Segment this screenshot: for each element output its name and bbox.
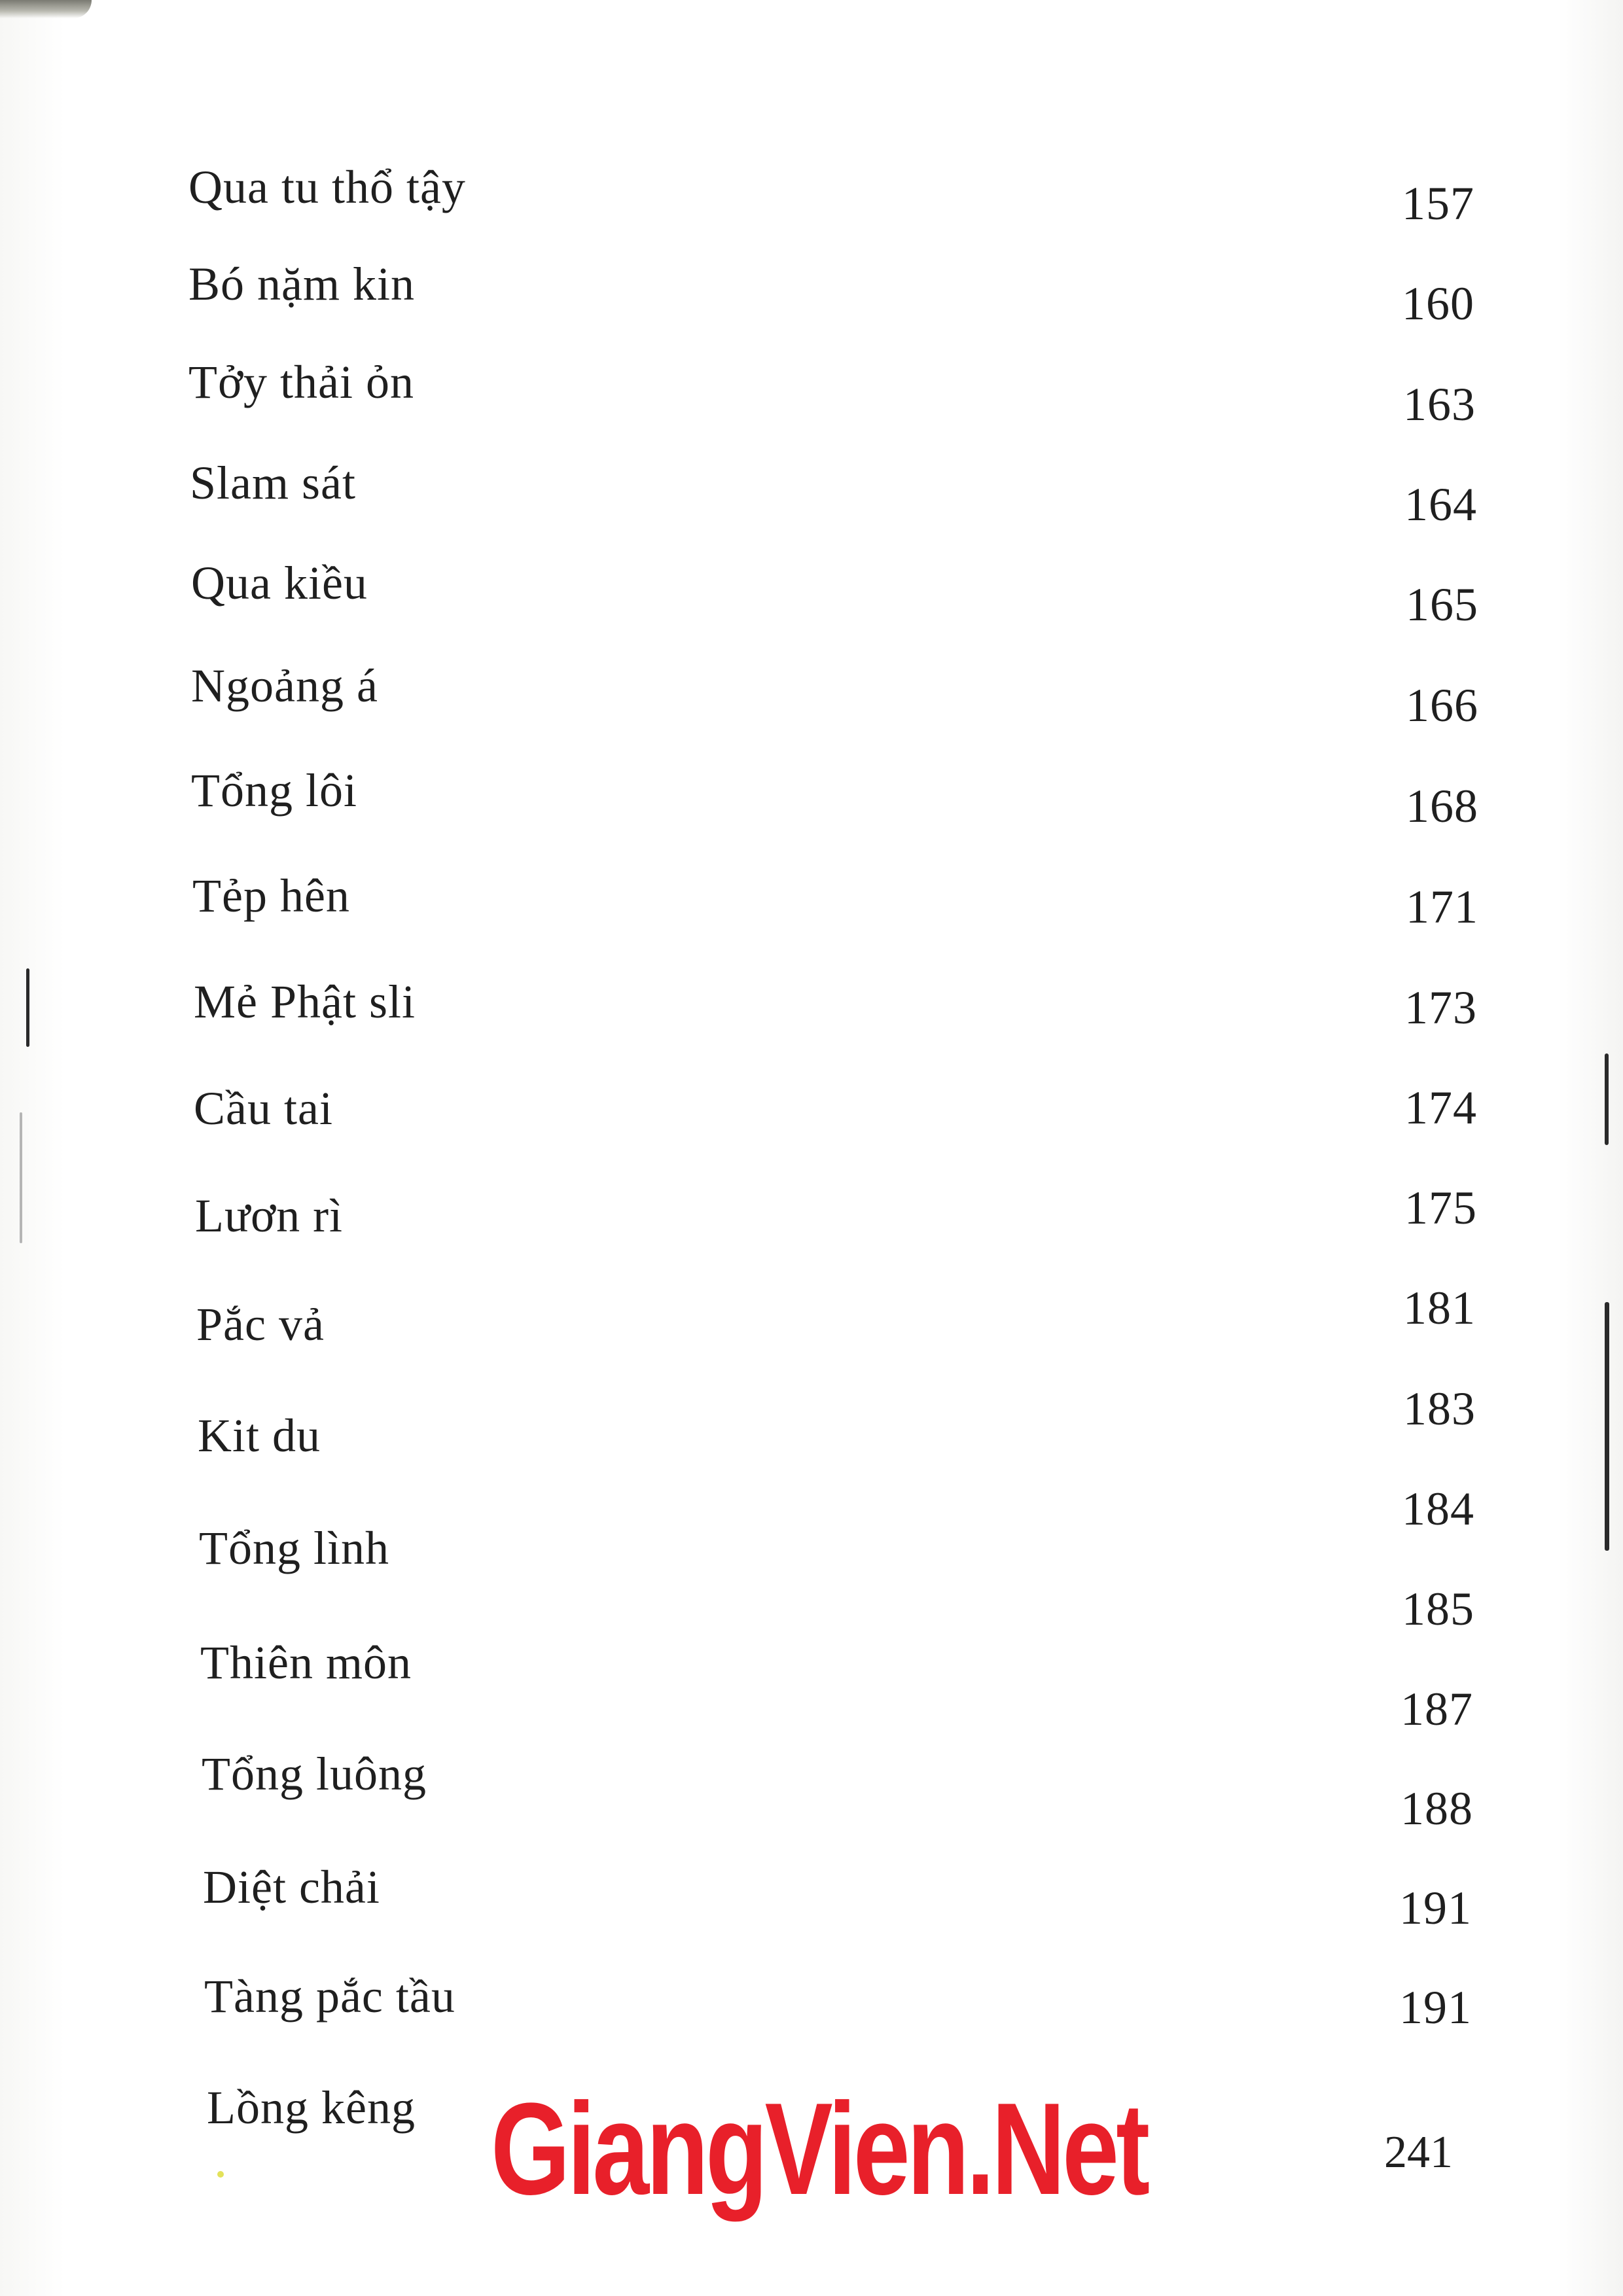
toc-entry-page: 157 [1402, 177, 1474, 230]
toc-entry-title: Ngoảng á [191, 660, 378, 712]
scan-edge-line [1605, 1053, 1609, 1145]
scan-speck [217, 2171, 224, 2178]
toc-entry-page: 191 [1399, 1882, 1472, 1934]
toc-entry-title: Qua kiều [191, 557, 368, 609]
watermark-text: GiangVien.Net [491, 2076, 1147, 2222]
toc-entry-page: 181 [1403, 1282, 1476, 1334]
toc-entry-page: 168 [1406, 780, 1478, 832]
toc-entry-page: 164 [1404, 478, 1477, 531]
toc-entry-title: Tởy thải ỏn [188, 356, 415, 408]
toc-entry-title: Lồng kêng [207, 2081, 416, 2134]
toc-entry-page: 165 [1406, 578, 1478, 631]
toc-entry-page: 187 [1400, 1683, 1473, 1735]
toc-entry-title: Qua tu thổ tậy [188, 161, 466, 213]
toc-entry-title: Diệt chải [203, 1861, 380, 1913]
toc-entry-page: 188 [1400, 1782, 1473, 1835]
toc-entry-title: Bó nặm kin [188, 258, 415, 310]
toc-entry-title: Slam sát [190, 457, 356, 509]
scan-corner-mark [0, 0, 92, 18]
toc-entry-title: Pắc vả [196, 1298, 325, 1351]
scan-edge-line [26, 968, 29, 1047]
toc-entry-page: 163 [1403, 378, 1476, 431]
toc-entry-title: Thiên môn [200, 1636, 412, 1689]
toc-entry-page: 175 [1404, 1182, 1477, 1234]
toc-entry-title: Cầu tai [194, 1082, 333, 1135]
toc-entry-page: 166 [1406, 679, 1478, 732]
scan-edge-line [20, 1112, 22, 1243]
toc-entry-page: 174 [1404, 1082, 1477, 1134]
toc-entry-page: 171 [1406, 881, 1478, 933]
toc-entry-title: Lươn rì [195, 1190, 344, 1242]
toc-entry-title: Tổng lôi [191, 764, 357, 817]
toc-entry-title: Tàng pắc tầu [204, 1970, 455, 2022]
toc-entry-page: 191 [1399, 1981, 1472, 2034]
toc-entry-title: Tẻp hên [192, 870, 350, 922]
toc-entry-page: 185 [1402, 1583, 1474, 1635]
scan-edge-line [1605, 1302, 1609, 1551]
toc-entry-page: 183 [1403, 1383, 1476, 1435]
toc-entry-title: Tổng luông [202, 1748, 427, 1800]
toc-entry-page: 184 [1402, 1483, 1474, 1535]
toc-entry-page: 173 [1404, 981, 1477, 1034]
page-number: 241 [1384, 2127, 1453, 2178]
toc-entry-page: 160 [1402, 277, 1474, 330]
toc-entry-title: Tổng lình [199, 1522, 389, 1574]
toc-entry-title: Mẻ Phật sli [194, 976, 416, 1028]
toc-entry-title: Kit du [198, 1409, 321, 1462]
